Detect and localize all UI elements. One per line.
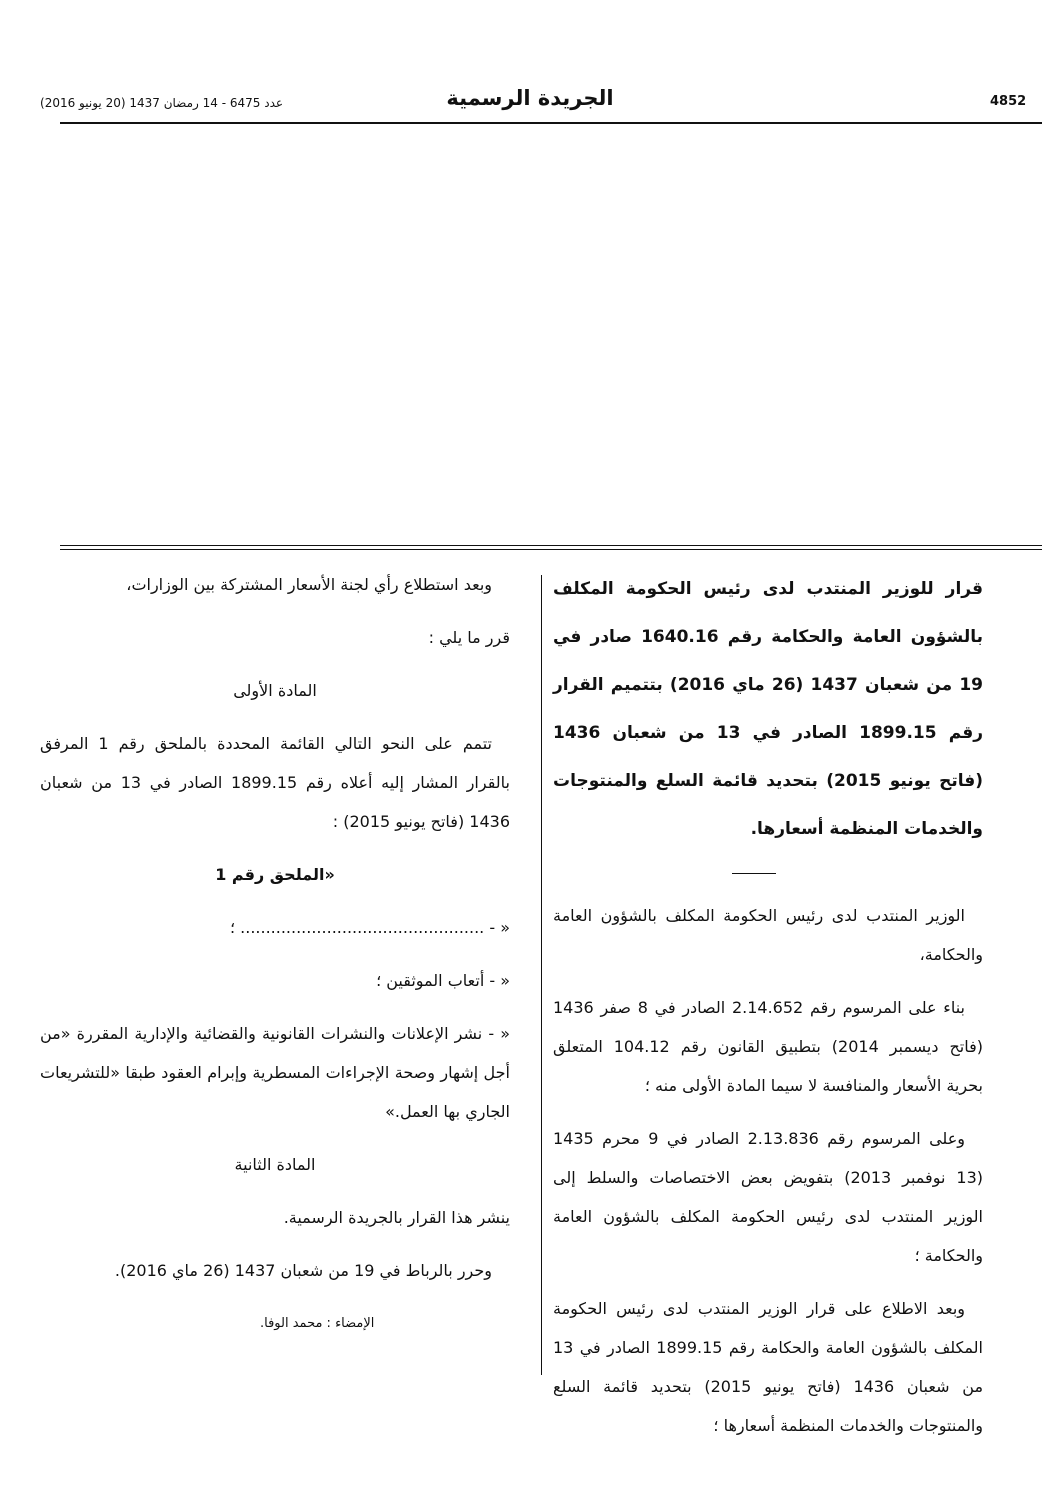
whereas-decree-1: بناء على المرسوم رقم 2.14.652 الصادر في 8 صفر 1436 (فاتح ديسمبر 2014) بتطبيق القانون رقم 104.12 المتعلق بحرية الأسعار والمنافسة لا سيما المادة الأولى منه ؛ [553, 998, 983, 1095]
issued-at: وحرر بالرباط في 19 من شعبان 1437 (26 ماي 2016). [114, 1261, 492, 1280]
article-2-heading: المادة الثانية [234, 1155, 316, 1174]
decree-title: قرار للوزير المنتدب لدى رئيس الحكومة المكلف بالشؤون العامة والحكامة رقم 1640.16 صادر في 19 من شعبان 1437 (26 ماي 2016) بتتميم القرار رقم 1899.15 الصادر في 13 من شعبان 1436 (فاتح يونيو 2015) بتحديد قائمة السلع والمنتوجات والخدمات المنظمة أسعارها. [553, 579, 984, 839]
committee-consultation: وبعد استطلاع رأي لجنة الأسعار المشتركة بين الوزارات، [126, 575, 492, 594]
annex-heading: «الملحق رقم 1 [215, 865, 335, 884]
section-rule-bottom [60, 549, 1042, 550]
whereas-decree-2: وعلى المرسوم رقم 2.13.836 الصادر في 9 محرم 1435 (13 نوفمبر 2013) بتفويض بعض الاختصاصات والسلط إلى الوزير المنتدب لدى رئيس الحكومة المكلف بالشؤون العامة والحكامة ؛ [553, 1129, 983, 1265]
journal-title: الجريدة الرسمية [446, 86, 614, 110]
article-1-text: تتمم على النحو التالي القائمة المحددة بالملحق رقم 1 المرفق بالقرار المشار إليه أعلاه رقم 1899.15 الصادر في 13 من شعبان 1436 (فاتح يونيو 2015) : [40, 734, 511, 831]
header-rule [60, 122, 1042, 124]
annex-item-publications: « - نشر الإعلانات والنشرات القانونية والقضائية والإدارية المقررة «من أجل إشهار وصحة الإجراءات المسطرية وإبرام العقود طبقا «للتشريعات الجاري بها العمل.» [40, 1024, 510, 1121]
whereas-decision: وبعد الاطلاع على قرار الوزير المنتدب لدى رئيس الحكومة المكلف بالشؤون العامة والحكامة رقم 1899.15 الصادر في 13 من شعبان 1436 (فاتح يونيو 2015) بتحديد قائمة السلع والمنتوجات والخدمات المنظمة أسعارها ؛ [553, 1299, 984, 1435]
issue-info: عدد 6475 - 14 رمضان 1437 (20 يونيو 2016) [40, 96, 284, 110]
article-2-text: ينشر هذا القرار بالجريدة الرسمية. [283, 1208, 510, 1227]
left-column [40, 565, 510, 1343]
article-1-heading: المادة الأولى [233, 681, 317, 700]
minister-intro: الوزير المنتدب لدى رئيس الحكومة المكلف بالشؤون العامة والحكامة، [553, 906, 983, 964]
section-rule-top [60, 545, 1042, 546]
column-divider [541, 575, 542, 1375]
annex-placeholder: « - ................................................ ؛ [229, 918, 510, 937]
right-column [553, 565, 983, 1459]
annex-item-notaries: « - أتعاب الموثقين ؛ [376, 971, 510, 990]
title-separator [732, 873, 776, 874]
signature: الإمضاء : محمد الوفا. [260, 1316, 375, 1331]
decided-heading: قرر ما يلي : [428, 628, 510, 647]
page-number: 4852 [990, 94, 1027, 109]
